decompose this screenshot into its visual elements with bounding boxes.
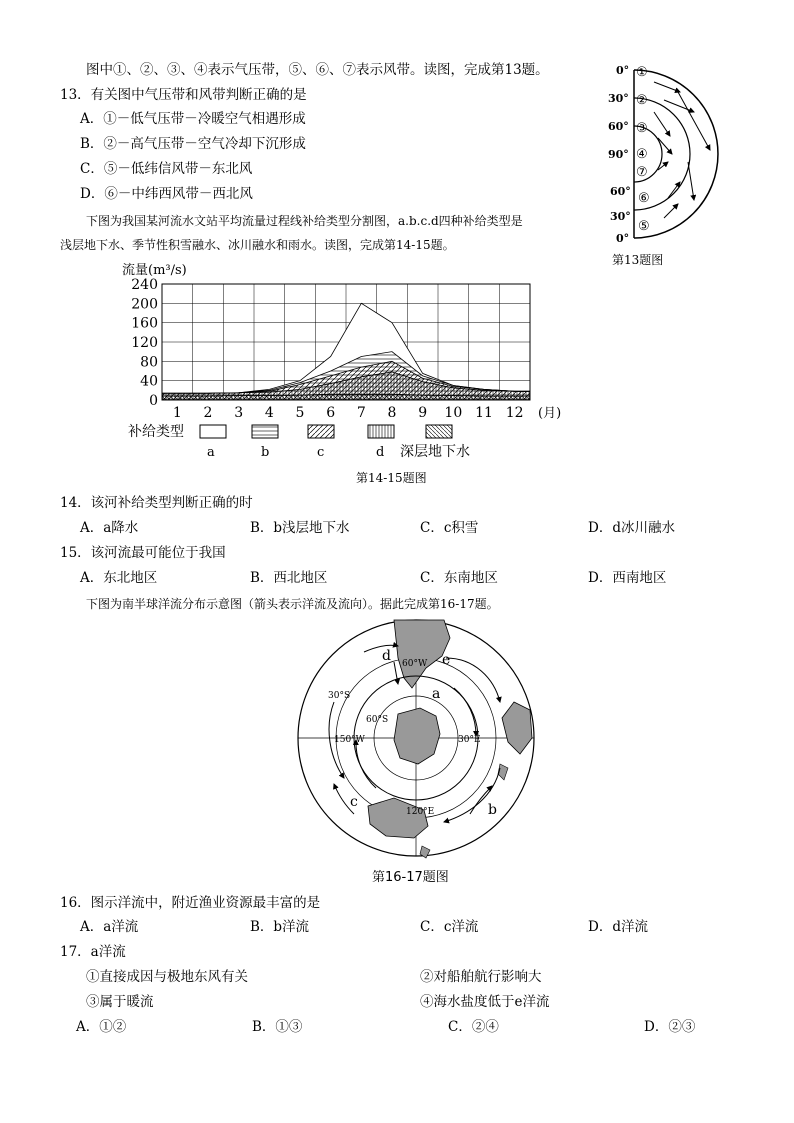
- intro-14-15-line2: 浅层地下水、季节性积雪融水、冰川融水和雨水。读图，完成第14-15题。: [60, 238, 455, 252]
- belt-6: ⑥: [638, 191, 650, 206]
- q15-option-a: A．东北地区: [80, 570, 158, 586]
- chart-ylabel: 流量(m³/s): [122, 263, 187, 278]
- intro-16-17: 下图为南半球洋流分布示意图（箭头表示洋流及流向）。据此完成第16-17题。: [86, 597, 499, 611]
- current-label-e: e: [442, 652, 451, 668]
- q15-option-d: D．西南地区: [588, 570, 667, 586]
- chart-caption: 第14-15题图: [356, 471, 427, 485]
- legend-swatch-c: [308, 425, 334, 438]
- map-label-60s: 60°S: [366, 715, 389, 725]
- y-tick-label: 80: [140, 354, 158, 371]
- map-label-120e: 120°E: [406, 807, 435, 817]
- x-tick-label: 5: [295, 405, 305, 421]
- question-13-stem: 13．有关图中气压带和风带判断正确的是: [60, 87, 307, 103]
- chart-xlabel: (月): [538, 406, 562, 421]
- q17-option-b: B．①③: [252, 1019, 303, 1035]
- legend-label-a: a: [207, 445, 215, 460]
- q14-option-d: D．d冰川融水: [588, 520, 675, 536]
- q13-option-a: A．①－低气压带－冷暖空气相遇形成: [80, 111, 306, 127]
- q15-option-c: C．东南地区: [420, 570, 498, 586]
- y-tick-label: 240: [131, 277, 158, 293]
- q14-option-a: A．a降水: [80, 520, 139, 536]
- belt-7: ⑦: [636, 165, 648, 180]
- q13-option-c: C．⑤－低纬信风带－东北风: [80, 161, 253, 177]
- legend-label-b: b: [261, 445, 270, 460]
- legend-title: 补给类型: [128, 424, 184, 440]
- current-label-a: a: [432, 686, 441, 702]
- map-label-30e: 30°E: [458, 735, 481, 745]
- current-label-d: d: [382, 648, 391, 664]
- q13-option-b: B．②－高气压带－空气冷却下沉形成: [80, 136, 306, 152]
- q13-option-d: D．⑥－中纬西风带－西北风: [80, 186, 253, 202]
- legend-swatch-d: [368, 425, 394, 438]
- y-tick-label: 200: [131, 296, 158, 313]
- legend-swatch-deep: [426, 425, 452, 438]
- x-tick-label: 7: [356, 405, 366, 421]
- map-label-30s: 30°S: [328, 691, 351, 701]
- lat-0-bottom: 0°: [616, 232, 630, 245]
- q17-statement-3: ③属于暖流: [86, 994, 154, 1010]
- q17-option-c: C．②④: [448, 1019, 499, 1035]
- question-14-stem: 14．该河补给类型判断正确的时: [60, 495, 253, 511]
- belt-4: ④: [636, 147, 648, 162]
- q17-statement-2: ②对船舶航行影响大: [420, 969, 542, 985]
- y-tick-label: 160: [131, 315, 158, 332]
- hydrograph-chart: [120, 258, 570, 488]
- intro-14-15-line1: 下图为我国某河流水文站平均流量过程线补给类型分割图，a.b.c.d四种补给类型是: [86, 214, 523, 228]
- belt-1: ①: [636, 65, 648, 80]
- figure-16-17-caption: 第16-17题图: [372, 870, 449, 885]
- q14-option-c: C．c积雪: [420, 520, 479, 536]
- legend-label-deep: 深层地下水: [400, 444, 470, 460]
- lat-30-top: 30°: [608, 92, 629, 105]
- x-tick-label: 10: [444, 405, 463, 421]
- figure-13-caption: 第13题图: [612, 253, 664, 267]
- figure-13-pressure-wind-belts: [598, 58, 738, 273]
- intro-13: 图中①、②、③、④表示气压带，⑤、⑥、⑦表示风带。读图，完成第13题。: [86, 62, 549, 78]
- x-tick-label: 1: [172, 405, 182, 421]
- legend-swatch-a: [200, 425, 226, 438]
- legend-label-d: d: [376, 445, 385, 460]
- lat-0-top: 0°: [616, 64, 630, 77]
- q17-statement-1: ①直接成因与极地东风有关: [86, 969, 248, 985]
- q16-option-c: C．c洋流: [420, 919, 479, 935]
- southern-hemisphere-currents-map: [294, 618, 540, 888]
- map-label-150w: 150°W: [334, 735, 365, 745]
- q17-option-a: A．①②: [76, 1019, 127, 1035]
- q15-option-b: B．西北地区: [250, 570, 328, 586]
- q17-option-d: D．②③: [644, 1019, 696, 1035]
- question-16-stem: 16．图示洋流中，附近渔业资源最丰富的是: [60, 895, 321, 911]
- legend-label-c: c: [317, 445, 325, 460]
- x-tick-label: 11: [475, 405, 493, 421]
- y-tick-label: 40: [140, 373, 158, 390]
- belt-5: ⑤: [638, 219, 650, 234]
- q16-option-d: D．d洋流: [588, 919, 648, 935]
- x-tick-label: 2: [203, 405, 213, 421]
- map-label-60w: 60°W: [402, 659, 428, 669]
- lat-90: 90°: [608, 148, 629, 161]
- q17-statement-4: ④海水盐度低于e洋流: [420, 994, 550, 1010]
- x-tick-label: 6: [326, 405, 336, 421]
- x-tick-label: 3: [234, 405, 244, 421]
- lat-60-top: 60°: [608, 120, 629, 133]
- q16-option-b: B．b洋流: [250, 919, 310, 935]
- belt-3: ③: [636, 121, 648, 136]
- current-label-c: c: [350, 794, 358, 810]
- lat-60-bottom: 60°: [610, 185, 631, 198]
- belt-2: ②: [636, 93, 648, 108]
- y-tick-label: 120: [131, 335, 158, 351]
- question-17-stem: 17．a洋流: [60, 944, 126, 960]
- x-tick-label: 8: [387, 405, 397, 421]
- q14-option-b: B．b浅层地下水: [250, 520, 350, 536]
- x-tick-label: 9: [418, 405, 428, 421]
- q16-option-a: A．a洋流: [80, 919, 139, 935]
- x-tick-label: 4: [264, 405, 274, 421]
- x-tick-label: 12: [505, 405, 524, 421]
- lat-30-bottom: 30°: [610, 210, 631, 223]
- current-label-b: b: [488, 802, 497, 818]
- legend-swatch-b: [252, 425, 278, 438]
- y-tick-label: 0: [149, 393, 158, 409]
- question-15-stem: 15．该河流最可能位于我国: [60, 545, 226, 561]
